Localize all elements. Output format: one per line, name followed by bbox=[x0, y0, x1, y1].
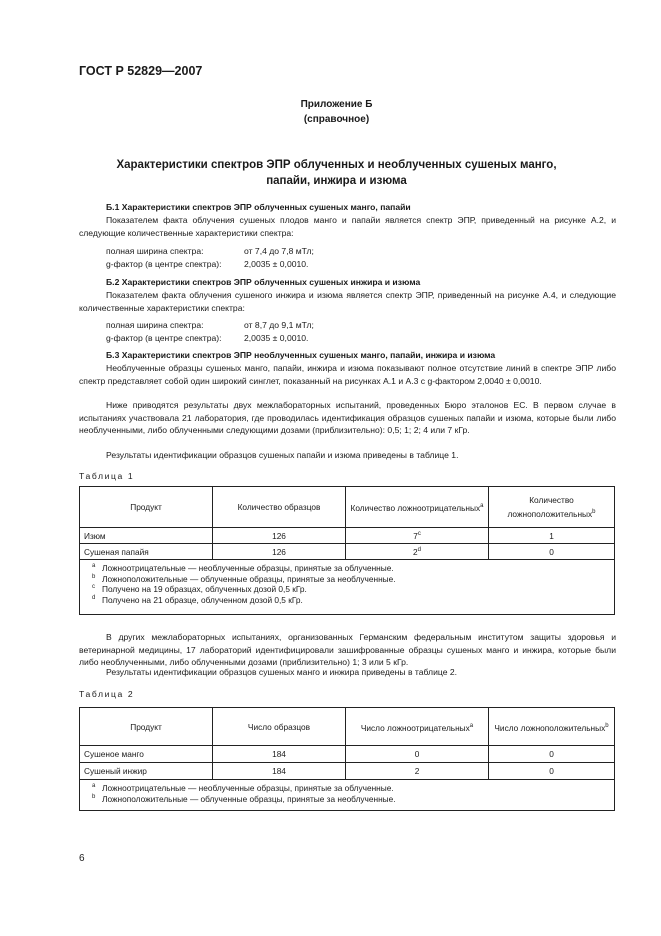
section-b3-heading: Б.3 Характеристики спектров ЭПР необлученных сушеных манго, папайи, инжира и изюма bbox=[106, 350, 496, 360]
spec-label: полная ширина спектра: bbox=[106, 246, 204, 256]
spec-value: 2,0035 ± 0,0010. bbox=[244, 333, 309, 343]
table1-header-row bbox=[80, 487, 615, 528]
cell-false-positives: 0 bbox=[489, 544, 615, 560]
table-note: a Ложноотрицательные — необлученные образцы, принятые за облученные. bbox=[92, 563, 394, 573]
section-b1-specs bbox=[106, 245, 314, 271]
spec-value: от 8,7 до 9,1 мТл; bbox=[244, 320, 314, 330]
spec-label: g-фактор (в центре спектра): bbox=[106, 333, 222, 343]
document-code: ГОСТ Р 52829—2007 bbox=[79, 64, 203, 78]
section-b3-paragraph-3 bbox=[79, 449, 616, 462]
table-row bbox=[80, 544, 615, 560]
table-row bbox=[80, 528, 615, 544]
table-row bbox=[80, 746, 615, 763]
table2 bbox=[79, 707, 615, 811]
cell-count: 126 bbox=[213, 528, 346, 544]
table-note: b Ложноположительные — облученные образцы, принятые за необлученные. bbox=[92, 793, 396, 804]
section-b1-heading: Б.1 Характеристики спектров ЭПР облученных сушеных манго, папайи bbox=[106, 202, 411, 212]
interlab-text-2: Результаты идентификации образцов сушеных манго и инжира приведены в таблице 2. bbox=[106, 667, 458, 677]
spec-label: g-фактор (в центре спектра): bbox=[106, 259, 222, 269]
table2-header-count: Число образцов bbox=[213, 708, 346, 746]
cell-count: 184 bbox=[213, 763, 346, 780]
cell-product: Сушеная папайя bbox=[80, 544, 213, 560]
table1-header-false-positives: Количество ложноположительных$^b$ bbox=[489, 487, 615, 528]
table-row bbox=[80, 763, 615, 780]
section-b2-specs bbox=[106, 319, 314, 345]
cell-product: Сушеное манго bbox=[80, 746, 213, 763]
section-b1-paragraph bbox=[79, 214, 616, 239]
footnote-mark: b bbox=[605, 722, 609, 729]
table1-header-false-negatives: Количество ложноотрицательных$^a$ bbox=[346, 487, 489, 528]
section-b1-text: Показателем факта облучения сушеных плодов манго и папайи является спектр ЭПР, приведенный на рисунке А.2, и следующие количественные характеристики спектра: bbox=[79, 215, 616, 238]
section-b2-text: Показателем факта облучения сушеного инжира и изюма является спектр ЭПР, приведенный на рисунке А.4, и следующие количественные характеристики спектра: bbox=[79, 290, 616, 313]
section-b3-paragraph-2 bbox=[79, 399, 616, 437]
spec-value: от 7,4 до 7,8 мТл; bbox=[244, 246, 314, 256]
cell-false-positives: 0 bbox=[489, 763, 615, 780]
section-b2-heading: Б.2 Характеристики спектров ЭПР облученных сушеных инжира и изюма bbox=[106, 277, 421, 287]
page-number: 6 bbox=[79, 853, 85, 864]
interlab-text-1: В других межлабораторных испытаниях, организованных Германским федеральным институтом защиты здоровья и ветеринарной медицины, 17 лабораторий идентифицировали зашифрованные образцы сушеных манго и инжира, которые были либо необлученными, либо облученными дозами (приблизительно) 1; 3 или 5 кГр. bbox=[79, 632, 616, 667]
section-b3-text-3: Результаты идентификации образцов сушеных папайи и изюма приведены в таблице 1. bbox=[106, 450, 459, 460]
table2-header-row bbox=[80, 708, 615, 746]
annex-subtitle: (справочное) bbox=[303, 114, 370, 125]
table-note: a Ложноотрицательные — необлученные образцы, принятые за облученные. bbox=[92, 783, 394, 793]
table1-notes-row bbox=[80, 560, 615, 615]
interlab-paragraph-2 bbox=[79, 666, 616, 679]
footnote-mark: a bbox=[480, 503, 484, 510]
cell-false-negatives: 2 bbox=[346, 763, 489, 780]
cell-product: Сушеный инжир bbox=[80, 763, 213, 780]
interlab-paragraph-1 bbox=[79, 631, 616, 669]
section-b2-paragraph bbox=[79, 289, 616, 314]
cell-count: 126 bbox=[213, 544, 346, 560]
table1-notes bbox=[80, 560, 615, 615]
table2-notes-row bbox=[80, 780, 615, 811]
cell-false-negatives: 7$^c$ bbox=[346, 528, 489, 544]
cell-product: Изюм bbox=[80, 528, 213, 544]
table2-header-product: Продукт bbox=[80, 708, 213, 746]
spec-value: 2,0035 ± 0,0010. bbox=[244, 259, 309, 269]
table1 bbox=[79, 486, 615, 615]
table-note: c Получено на 19 образцах, облученных дозой 0,5 кГр. bbox=[92, 584, 307, 594]
table2-notes bbox=[80, 780, 615, 811]
table2-caption: Таблица 2 bbox=[79, 689, 135, 699]
spec-label: полная ширина спектра: bbox=[106, 320, 204, 330]
table-note: b Ложноположительные — облученные образцы, принятые за необлученные. bbox=[92, 573, 396, 584]
table1-header-product: Продукт bbox=[80, 487, 213, 528]
table2-header-false-negatives: Число ложноотрицательных$^a$ bbox=[346, 708, 489, 746]
main-title-line-1: Характеристики спектров ЭПР облученных и необлученных сушеных манго, bbox=[116, 159, 557, 171]
cell-false-positives: 1 bbox=[489, 528, 615, 544]
cell-count: 184 bbox=[213, 746, 346, 763]
footnote-mark: a bbox=[469, 722, 474, 729]
annex-title: Приложение Б bbox=[300, 99, 373, 110]
main-title bbox=[79, 157, 594, 189]
cell-false-negatives: 2$^d$ bbox=[346, 544, 489, 560]
cell-false-negatives: 0 bbox=[346, 746, 489, 763]
table1-caption: Таблица 1 bbox=[79, 471, 135, 481]
table1-header-count: Количество образцов bbox=[213, 487, 346, 528]
table-note: d Получено на 21 образце, облученном дозой 0,5 кГр. bbox=[92, 594, 303, 605]
footnote-mark: b bbox=[592, 509, 596, 516]
cell-false-positives: 0 bbox=[489, 746, 615, 763]
section-b3-text-1: Необлученные образцы сушеных манго, папайи, инжира и изюма показывают полное отсутствие линий в спектре ЭПР либо спектр представляет собой один широкий синглет, показанный на рисунках А.1 и А.3 с g-фактором 2,0040 ± 0,0010. bbox=[79, 363, 616, 386]
main-title-line-2: папайи, инжира и изюма bbox=[266, 175, 407, 187]
section-b3-paragraph-1 bbox=[79, 362, 616, 387]
table2-header-false-positives: Число ложноположительных$^b$ bbox=[489, 708, 615, 746]
section-b3-text-2: Ниже приводятся результаты двух межлабораторных испытаний, проведенных Бюро эталонов ЕС. В первом случае в испытаниях участвовала 21 лаборатория, где проводилась идентификация образцов сушеных папайи и изюма, которые были либо необлученными, либо облученными следующими дозами (приблизительно): 0,5; 1; 2; 4 или 7 кГр. bbox=[79, 400, 616, 435]
